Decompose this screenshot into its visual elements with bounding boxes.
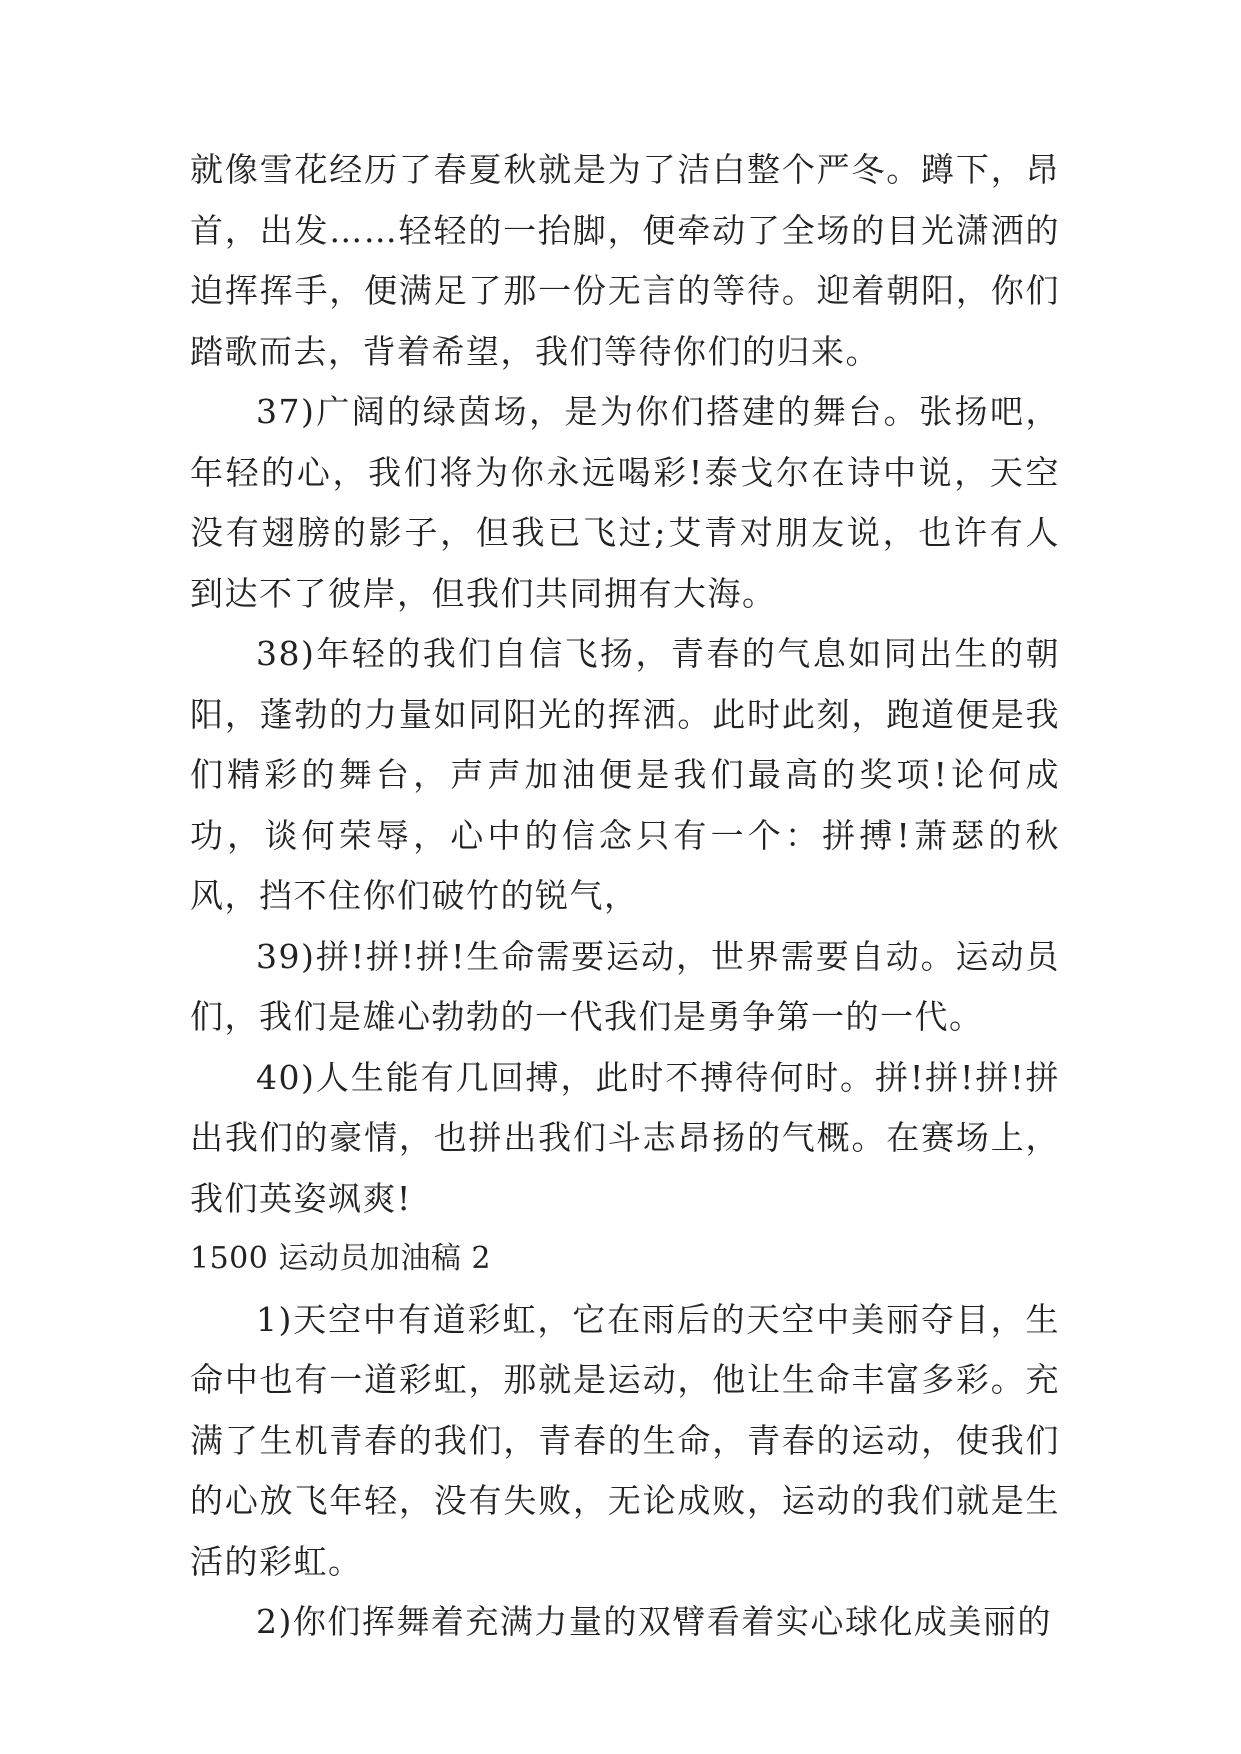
paragraph-1: 1)天空中有道彩虹，它在雨后的天空中美丽夺目，生命中也有一道彩虹，那就是运动，他让生命丰富多彩。充满了生机青春的我们，青春的生命，青春的运动，使我们的心放飞年轻，没有失败，无论成败，运动的我们就是生活的彩虹。 <box>190 1299 1060 1581</box>
paragraph-37: 37)广阔的绿茵场，是为你们搭建的舞台。张扬吧，年轻的心，我们将为你永远喝彩!泰戈尔在诗中说，天空没有翅膀的影子，但我已飞过;艾青对朋友说，也许有人到达不了彼岸，但我们共同拥有大海。 <box>190 392 1060 613</box>
document-page <box>190 140 1060 1653</box>
paragraph-40: 40)人生能有几回搏，此时不搏待何时。拼!拼!拼!拼出我们的豪情，也拼出我们斗志昂扬的气概。在赛场上，我们英姿飒爽! <box>190 1057 1060 1218</box>
paragraph-38: 38)年轻的我们自信飞扬，青春的气息如同出生的朝阳，蓬勃的力量如同阳光的挥洒。此时此刻，跑道便是我们精彩的舞台，声声加油便是我们最高的奖项!论何成功，谈何荣辱，心中的信念只有一个：拼搏!萧瑟的秋风，挡不住你们破竹的锐气， <box>190 634 1060 915</box>
paragraph-2: 2)你们挥舞着充满力量的双臂看着实心球化成美丽的 <box>256 1602 1052 1641</box>
section-heading: 1500 运动员加油稿 2 <box>190 1241 492 1276</box>
paragraph-39: 39)拼!拼!拼!生命需要运动，世界需要自动。运动员们，我们是雄心勃勃的一代我们是勇争第一的一代。 <box>190 936 1060 1036</box>
paragraph-intro: 就像雪花经历了春夏秋就是为了洁白整个严冬。蹲下，昂首，出发……轻轻的一抬脚，便牵动了全场的目光潇洒的迫挥挥手，便满足了那一份无言的等待。迎着朝阳，你们踏歌而去，背着希望，我们等待你们的归来。 <box>190 150 1060 371</box>
